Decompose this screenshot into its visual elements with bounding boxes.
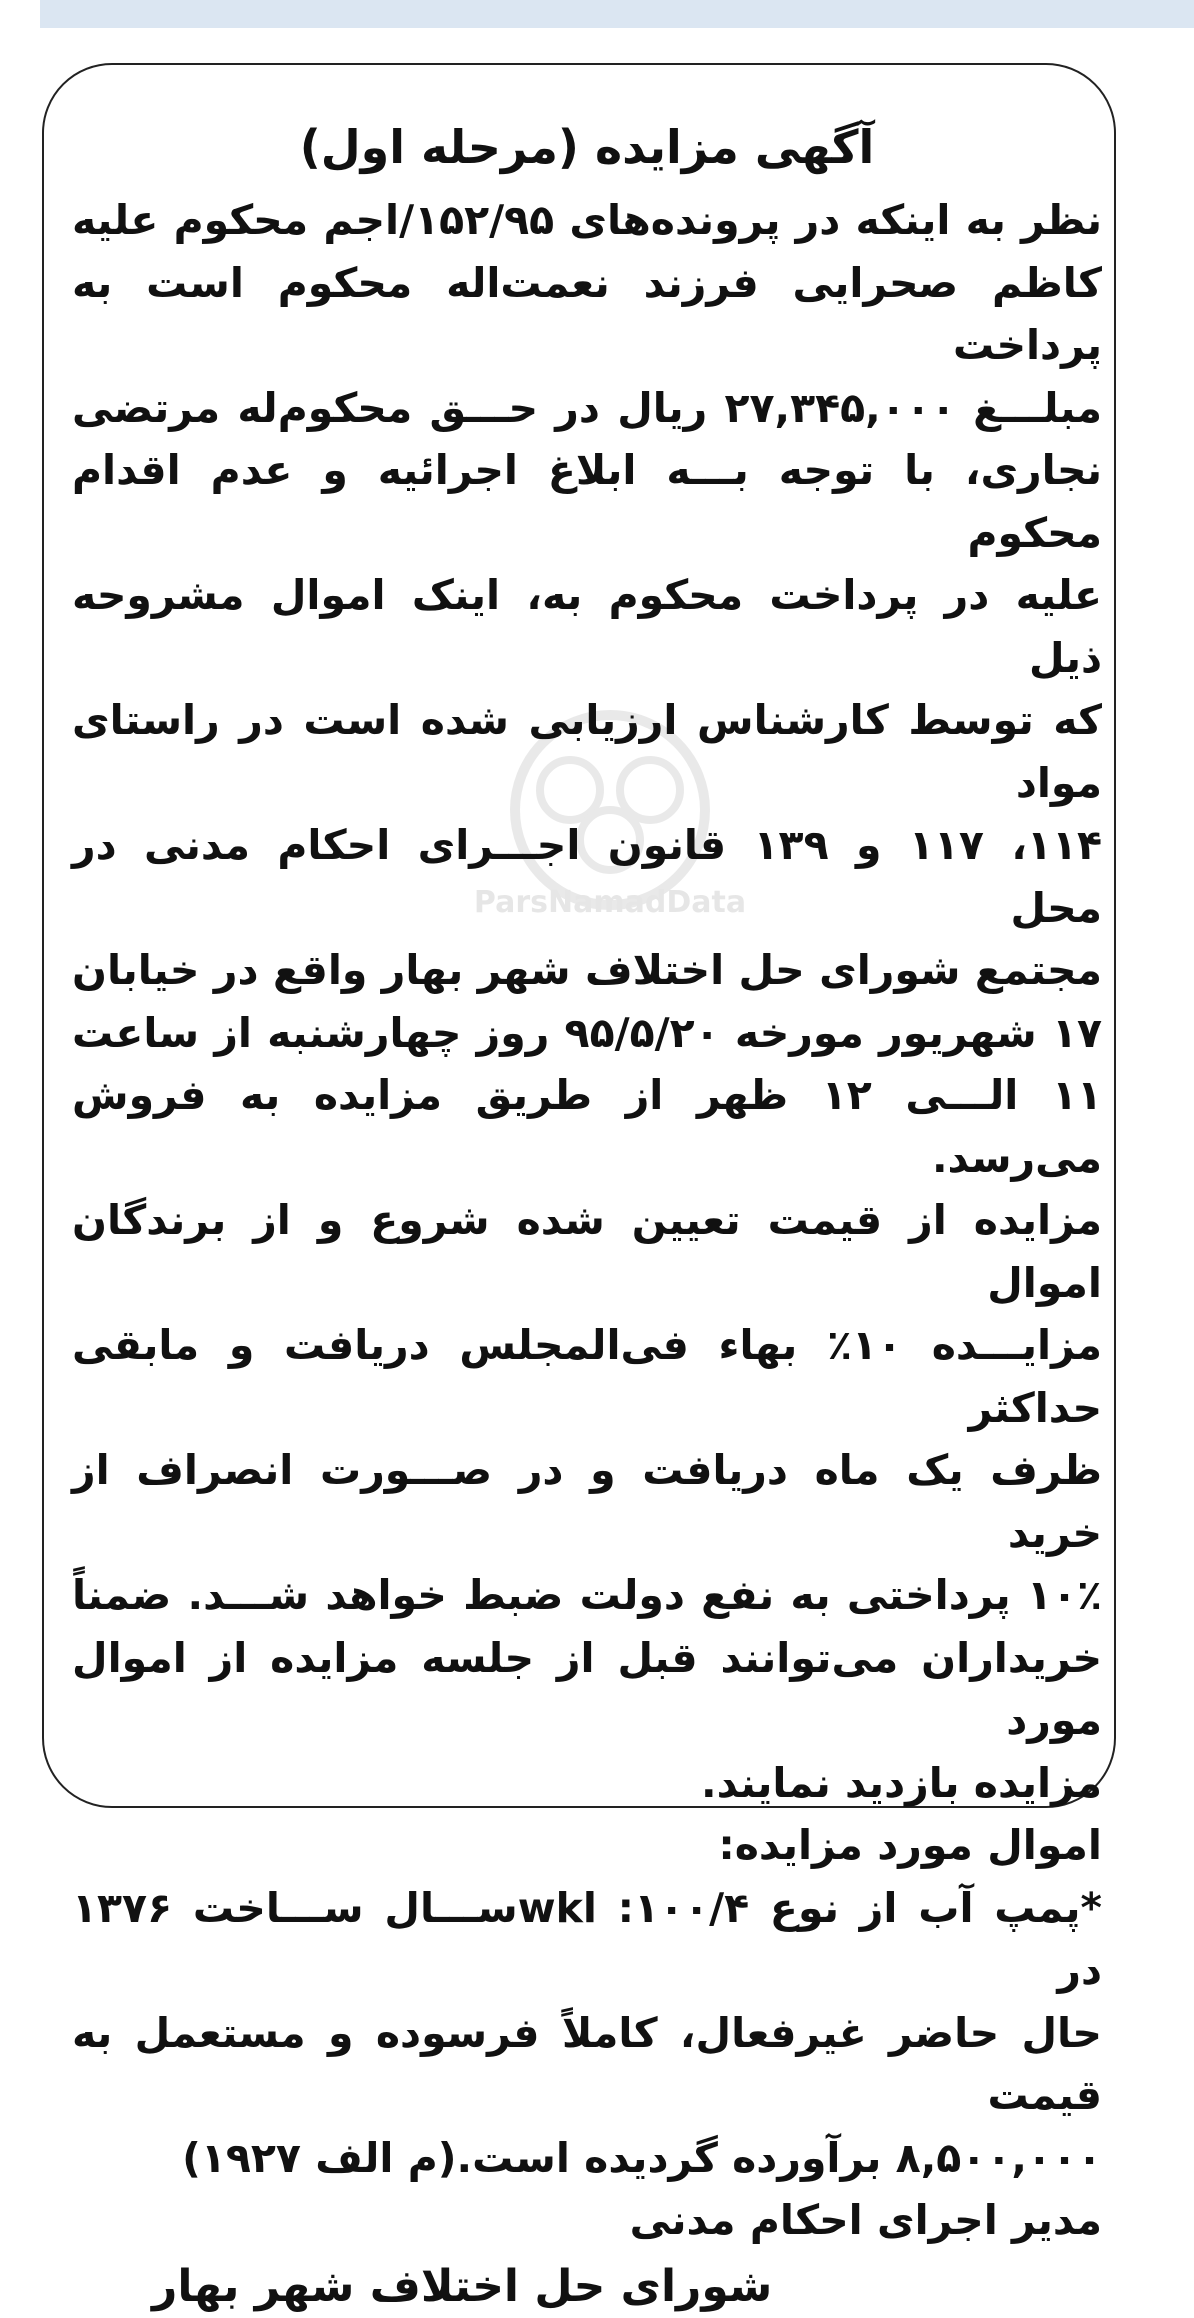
items-heading: اموال مورد مزایده:: [718, 1821, 1102, 1869]
item-line: حال حاضر غیرفعال، کاملاً فرسوده و مستعمل به قیمت: [72, 2008, 1102, 2119]
body-line: مبلـــغ ۲۷,۳۴۵,۰۰۰ ریال در حـــق محکوم‌له مرتضی: [72, 383, 1103, 432]
item-line: ۸,۵۰۰,۰۰۰ برآورده گردیده است.(م الف ۱۹۲۷): [182, 2133, 1102, 2182]
body-line: ۱۱ الـــی ۱۲ ظهر از طریق مزایده به فروش می‌رسد.: [72, 1071, 1102, 1182]
item-line: *پمپ آب از نوع ۱۰۰/۴: wkl‌ســـال ســـاخت ۱۳۷۶ در: [72, 1883, 1102, 1994]
signer-org-text: شورای حل اختلاف شهر بهار: [152, 2260, 773, 2312]
body-line: خریداران می‌توانند قبل از جلسه مزایده از اموال مورد: [72, 1633, 1102, 1744]
watermark-text: ParsNamadData: [473, 885, 747, 920]
body-line: که توسط کارشناس ارزیابی شده است در راستای مواد: [72, 696, 1102, 807]
body-line: ۱۷ شهریور مورخه ۹۵/۵/۲۰ روز چهارشنبه از ساعت: [72, 1008, 1102, 1057]
notice-content: [72, 105, 1102, 2318]
body-line: مجتمع شورای حل اختلاف شهر بهار واقع در خیابان: [72, 946, 1102, 994]
body-line: مزایـــده ۱۰٪ بهاء فی‌المجلس دریافت و مابقی حداکثر: [72, 1321, 1102, 1432]
body-line: ظرف یک ماه دریافت و در صـــورت انصراف از خرید: [72, 1446, 1102, 1557]
body-line: نجاری، با توجه بـــه ابلاغ اجرائیه و عدم اقدام محکوم: [72, 446, 1102, 557]
top-color-band: [40, 0, 1194, 28]
body-line: نظر به اینکه در پرونده‌های ۱۵۲/۹۵/اجم محکوم علیه: [72, 196, 1102, 244]
body-line: علیه در پرداخت محکوم به، اینک اموال مشروحه ذیل: [72, 571, 1102, 682]
body-line: ۱۰٪ پرداختی به نفع دولت ضبط خواهد شـــد. ضمناً: [72, 1571, 1102, 1619]
body-line: مزایده از قیمت تعیین شده شروع و از برندگان اموال: [72, 1196, 1102, 1307]
signer-organization: [72, 2256, 1102, 2318]
notice-title: آگهی مزایده (مرحله اول): [299, 120, 875, 174]
notice-body: [72, 189, 1102, 2252]
body-line: کاظم صحرایی فرزند نعمت‌اله محکوم است به پرداخت: [72, 258, 1102, 369]
signer-title: مدیر اجرای احکام مدنی: [629, 2196, 1102, 2244]
body-line: مزایده بازدید نمایند.: [701, 1758, 1102, 1807]
body-line: ۱۱۴، ۱۱۷ و ۱۳۹ قانون اجـــرای احکام مدنی در محل: [72, 821, 1102, 932]
